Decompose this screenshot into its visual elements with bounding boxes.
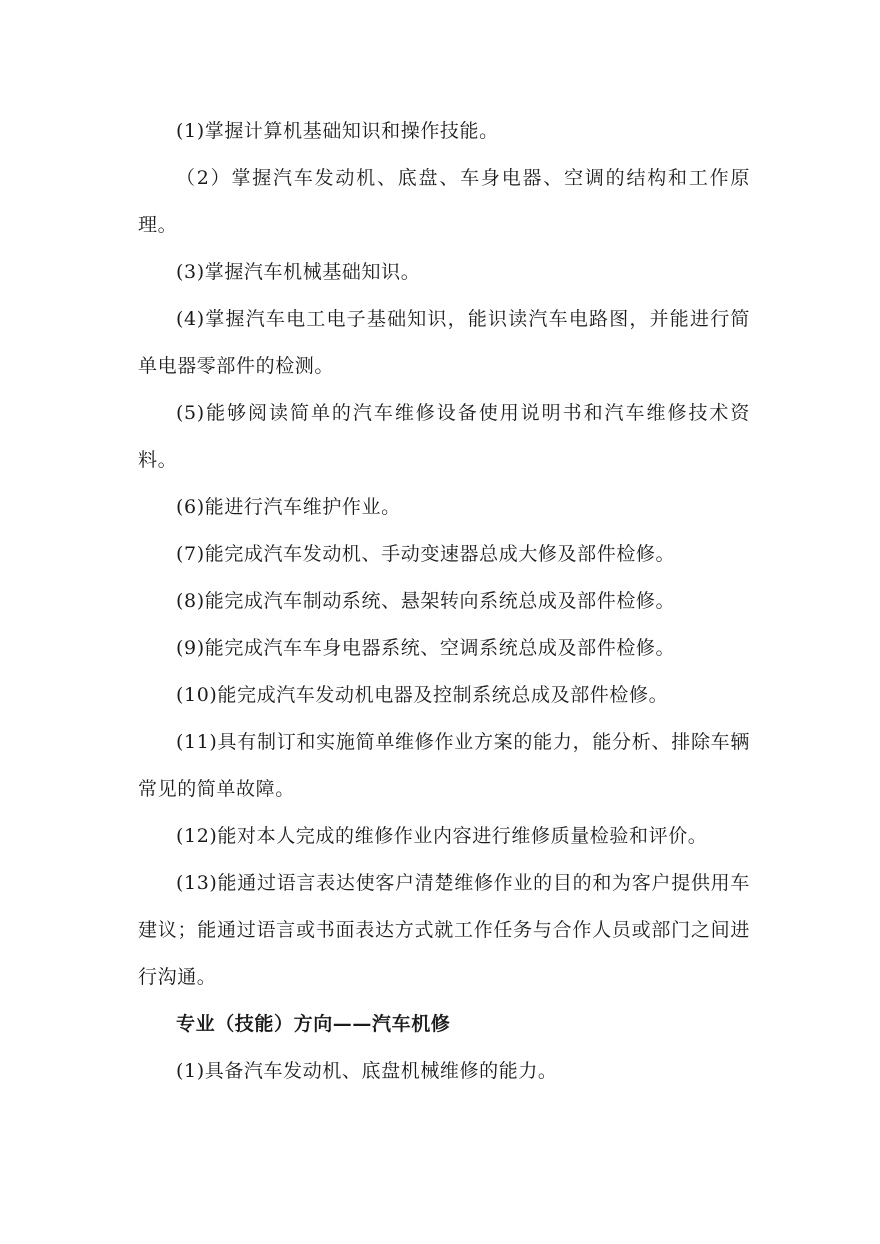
list-item: (11)具有制订和实施简单维修作业方案的能力，能分析、排除车辆常见的简单故障。 bbox=[138, 731, 750, 800]
document-body bbox=[138, 108, 750, 1095]
list-item: (1)具备汽车发动机、底盘机械维修的能力。 bbox=[176, 1060, 558, 1082]
list-item: (8)能完成汽车制动系统、悬架转向系统总成及部件检修。 bbox=[176, 590, 676, 612]
section-heading: 专业（技能）方向——汽车机修 bbox=[176, 1013, 451, 1035]
list-item: (3)掌握汽车机械基础知识。 bbox=[176, 261, 421, 283]
list-item: (1)掌握计算机基础知识和操作技能。 bbox=[176, 120, 499, 142]
list-item: （2）掌握汽车发动机、底盘、车身电器、空调的结构和工作原理。 bbox=[138, 167, 750, 236]
list-item: (5)能够阅读简单的汽车维修设备使用说明书和汽车维修技术资料。 bbox=[138, 402, 750, 471]
list-item: (7)能完成汽车发动机、手动变速器总成大修及部件检修。 bbox=[176, 543, 676, 565]
list-item: (9)能完成汽车车身电器系统、空调系统总成及部件检修。 bbox=[176, 637, 676, 659]
list-item: (4)掌握汽车电工电子基础知识，能识读汽车电路图，并能进行简单电器零部件的检测。 bbox=[138, 308, 750, 377]
list-item: (12)能对本人完成的维修作业内容进行维修质量检验和评价。 bbox=[176, 825, 708, 847]
list-item: (6)能进行汽车维护作业。 bbox=[176, 496, 401, 518]
list-item: (13)能通过语言表达使客户清楚维修作业的目的和为客户提供用车建议；能通过语言或书面表达方式就工作任务与合作人员或部门之间进行沟通。 bbox=[138, 872, 750, 988]
list-item: (10)能完成汽车发动机电器及控制系统总成及部件检修。 bbox=[176, 684, 669, 706]
